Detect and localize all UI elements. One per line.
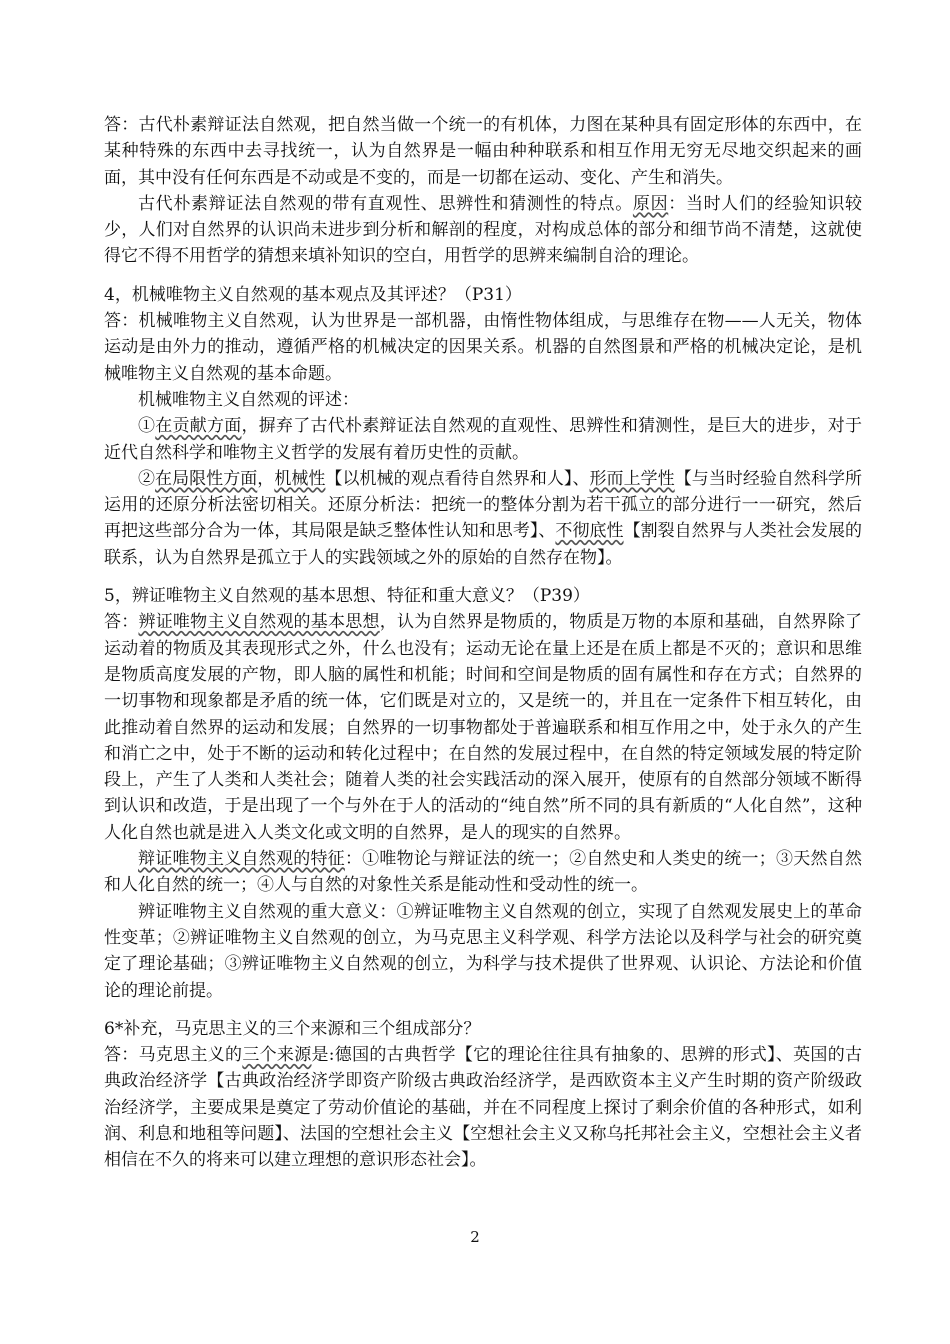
sec4-review-heading: 机械唯物主义自然观的评述： bbox=[138, 389, 359, 410]
sec4-text: 【割裂自然界与人类社会发展的联系，认为自然界是孤立于人的实践领域之外的原始的自然存在物】。 bbox=[104, 521, 863, 568]
underlined-term: 原因 bbox=[632, 193, 669, 214]
sec4-text: ， bbox=[257, 468, 275, 489]
question-6-heading: 6*补充，马克思主义的三个来源和三个组成部分？ bbox=[104, 1018, 481, 1039]
sec4-text: ① bbox=[138, 416, 156, 437]
page-number: 2 bbox=[470, 1228, 480, 1246]
sec5-answer bbox=[104, 609, 862, 846]
underlined-term: 不彻底性 bbox=[555, 521, 624, 542]
sec4-answer: 答：机械唯物主义自然观，认为世界是一部机器，由惰性物体组成，与思维存在物——人无关，物体运动是由外力的推动，遵循严格的机械决定的因果关系。机器的自然图景和严格的机械决定论，是机械唯物主义自然观的基本命题。 bbox=[104, 311, 862, 384]
underlined-term: 辨证唯物主义自然观的基本思想 bbox=[138, 612, 380, 633]
sec5-text: ，认为自然界是物质的，物质是万物的本原和基础，自然界除了运动着的物质及其表现形式之外，什么也没有；运动无论在量上还是在质上都是不灭的；意识和思维是物质高度发展的产物，即人脑的属性和机能；时间和空间是物质的固有属性和存在方式；自然界的一切事物和现象都是矛盾的统一体，它们既是对立的，又是统一的，并且在一定条件下相互转化，由此推动着自然界的运动和发展；自然界的一切事物都处于普遍联系和相互作用之中，处于永久的产生和消亡之中，处于不断的运动和转化过程中；在自然的发展过程中，在自然的特定领域发展的特定阶段上，产生了人类和人类社会；随着人类的社会实践活动的深入展开，使原有的自然部分领域不断得到认识和改造，于是出现了一个与外在于人的活动的“纯自然”所不同的具有新质的“人化自然”，这种人化自然也就是进入人类文化或文明的自然界，是人的现实的自然界。 bbox=[104, 612, 863, 843]
sec5-text: 答： bbox=[104, 612, 139, 633]
sec3-text: ：当时人们的经验知识较少，人们对自然界的认识尚未进步到分析和解剖的程度，对构成总体的部分和细节尚不清楚，这就使得它不得不用哲学的猜想来填补知识的空白，用哲学的思辨来编制自洽的理论。 bbox=[104, 193, 863, 267]
underlined-term: 在贡献方面 bbox=[155, 416, 242, 437]
sec4-limitation bbox=[104, 466, 862, 571]
sec5-text: ：①唯物论与辩证法的统一；②自然史和人类史的统一；③天然自然和人化自然的统一；④人与自然的对象性关系是能动性和受动性的统一。 bbox=[104, 849, 863, 896]
sec4-text: 【与当时经验自然科学所运用的还原分析法密切相关。还原分析法：把统一的整体分割为若干孤立的部分进行一一研究，然后再把这些部分合为一体，其局限是缺乏整体性认知和思考】、 bbox=[104, 468, 863, 542]
sec4-text: ② bbox=[138, 468, 156, 489]
question-4-heading: 4，机械唯物主义自然观的基本观点及其评述？（P31） bbox=[104, 284, 522, 305]
sec4-text: ，摒弃了古代朴素辩证法自然观的直观性、思辨性和猜测性，是巨大的进步，对于近代自然科学和唯物主义哲学的发展有着历史性的贡献。 bbox=[104, 416, 863, 463]
sec3-answer: 答：古代朴素辩证法自然观，把自然当做一个统一的有机体，力图在某种具有固定形体的东西中，在某种特殊的东西中去寻找统一，认为自然界是一幅由种种联系和相互作用无穷无尽地交织起来的画面，其中没有任何东西是不动或是不变的，而是一切都在运动、变化、产生和消失。 bbox=[104, 115, 862, 188]
underlined-term: 在局限性方面 bbox=[155, 468, 258, 489]
question-5-heading: 5，辨证唯物主义自然观的基本思想、特征和重大意义？（P39） bbox=[104, 586, 590, 607]
sec3-text: 古代朴素辩证法自然观的带有直观性、思辨性和猜测性的特点。 bbox=[138, 193, 633, 214]
underlined-term: 机械性 bbox=[274, 468, 326, 489]
document-page bbox=[104, 112, 862, 1174]
sec5-significance: 辨证唯物主义自然观的重大意义：①辨证唯物主义自然观的创立，实现了自然观发展史上的革命性变革；②辨证唯物主义自然观的创立，为马克思主义科学观、科学方法论以及科学与社会的研究奠定了理论基础；③辨证唯物主义自然观的创立，为科学与技术提供了世界观、认识论、方法论和价值论的理论前提。 bbox=[104, 901, 862, 1001]
sec5-features bbox=[104, 846, 862, 899]
sec4-text: 【以机械的观点看待自然界和人】、 bbox=[325, 468, 590, 489]
sec6-answer bbox=[104, 1042, 862, 1173]
underlined-term: 辩证唯物主义自然观的特征 bbox=[138, 849, 345, 870]
sec4-contribution bbox=[104, 413, 862, 466]
underlined-term: 形而上学性 bbox=[589, 468, 675, 489]
sec6-text: 是:德国的古典哲学【它的理论往往具有抽象的、思辨的形式】、英国的古典政治经济学【古典政治经济学即资产阶级古典政治经济学，是西欧资本主义产生时期的资产阶级政治经济学，主要成果是奠定了劳动价值论的基础，并在不同程度上探讨了剩余价值的各种形式，如利润、利息和地租等问题】、法国的空想社会主义【空想社会主义又称乌托邦社会主义，空想社会主义者相信在不久的将来可以建立理想的意识形态社会】。 bbox=[104, 1045, 863, 1171]
underlined-term: 三个来源 bbox=[242, 1045, 312, 1066]
sec3-paragraph-2 bbox=[104, 191, 862, 270]
sec6-text: 答：马克思主义的 bbox=[104, 1045, 243, 1066]
